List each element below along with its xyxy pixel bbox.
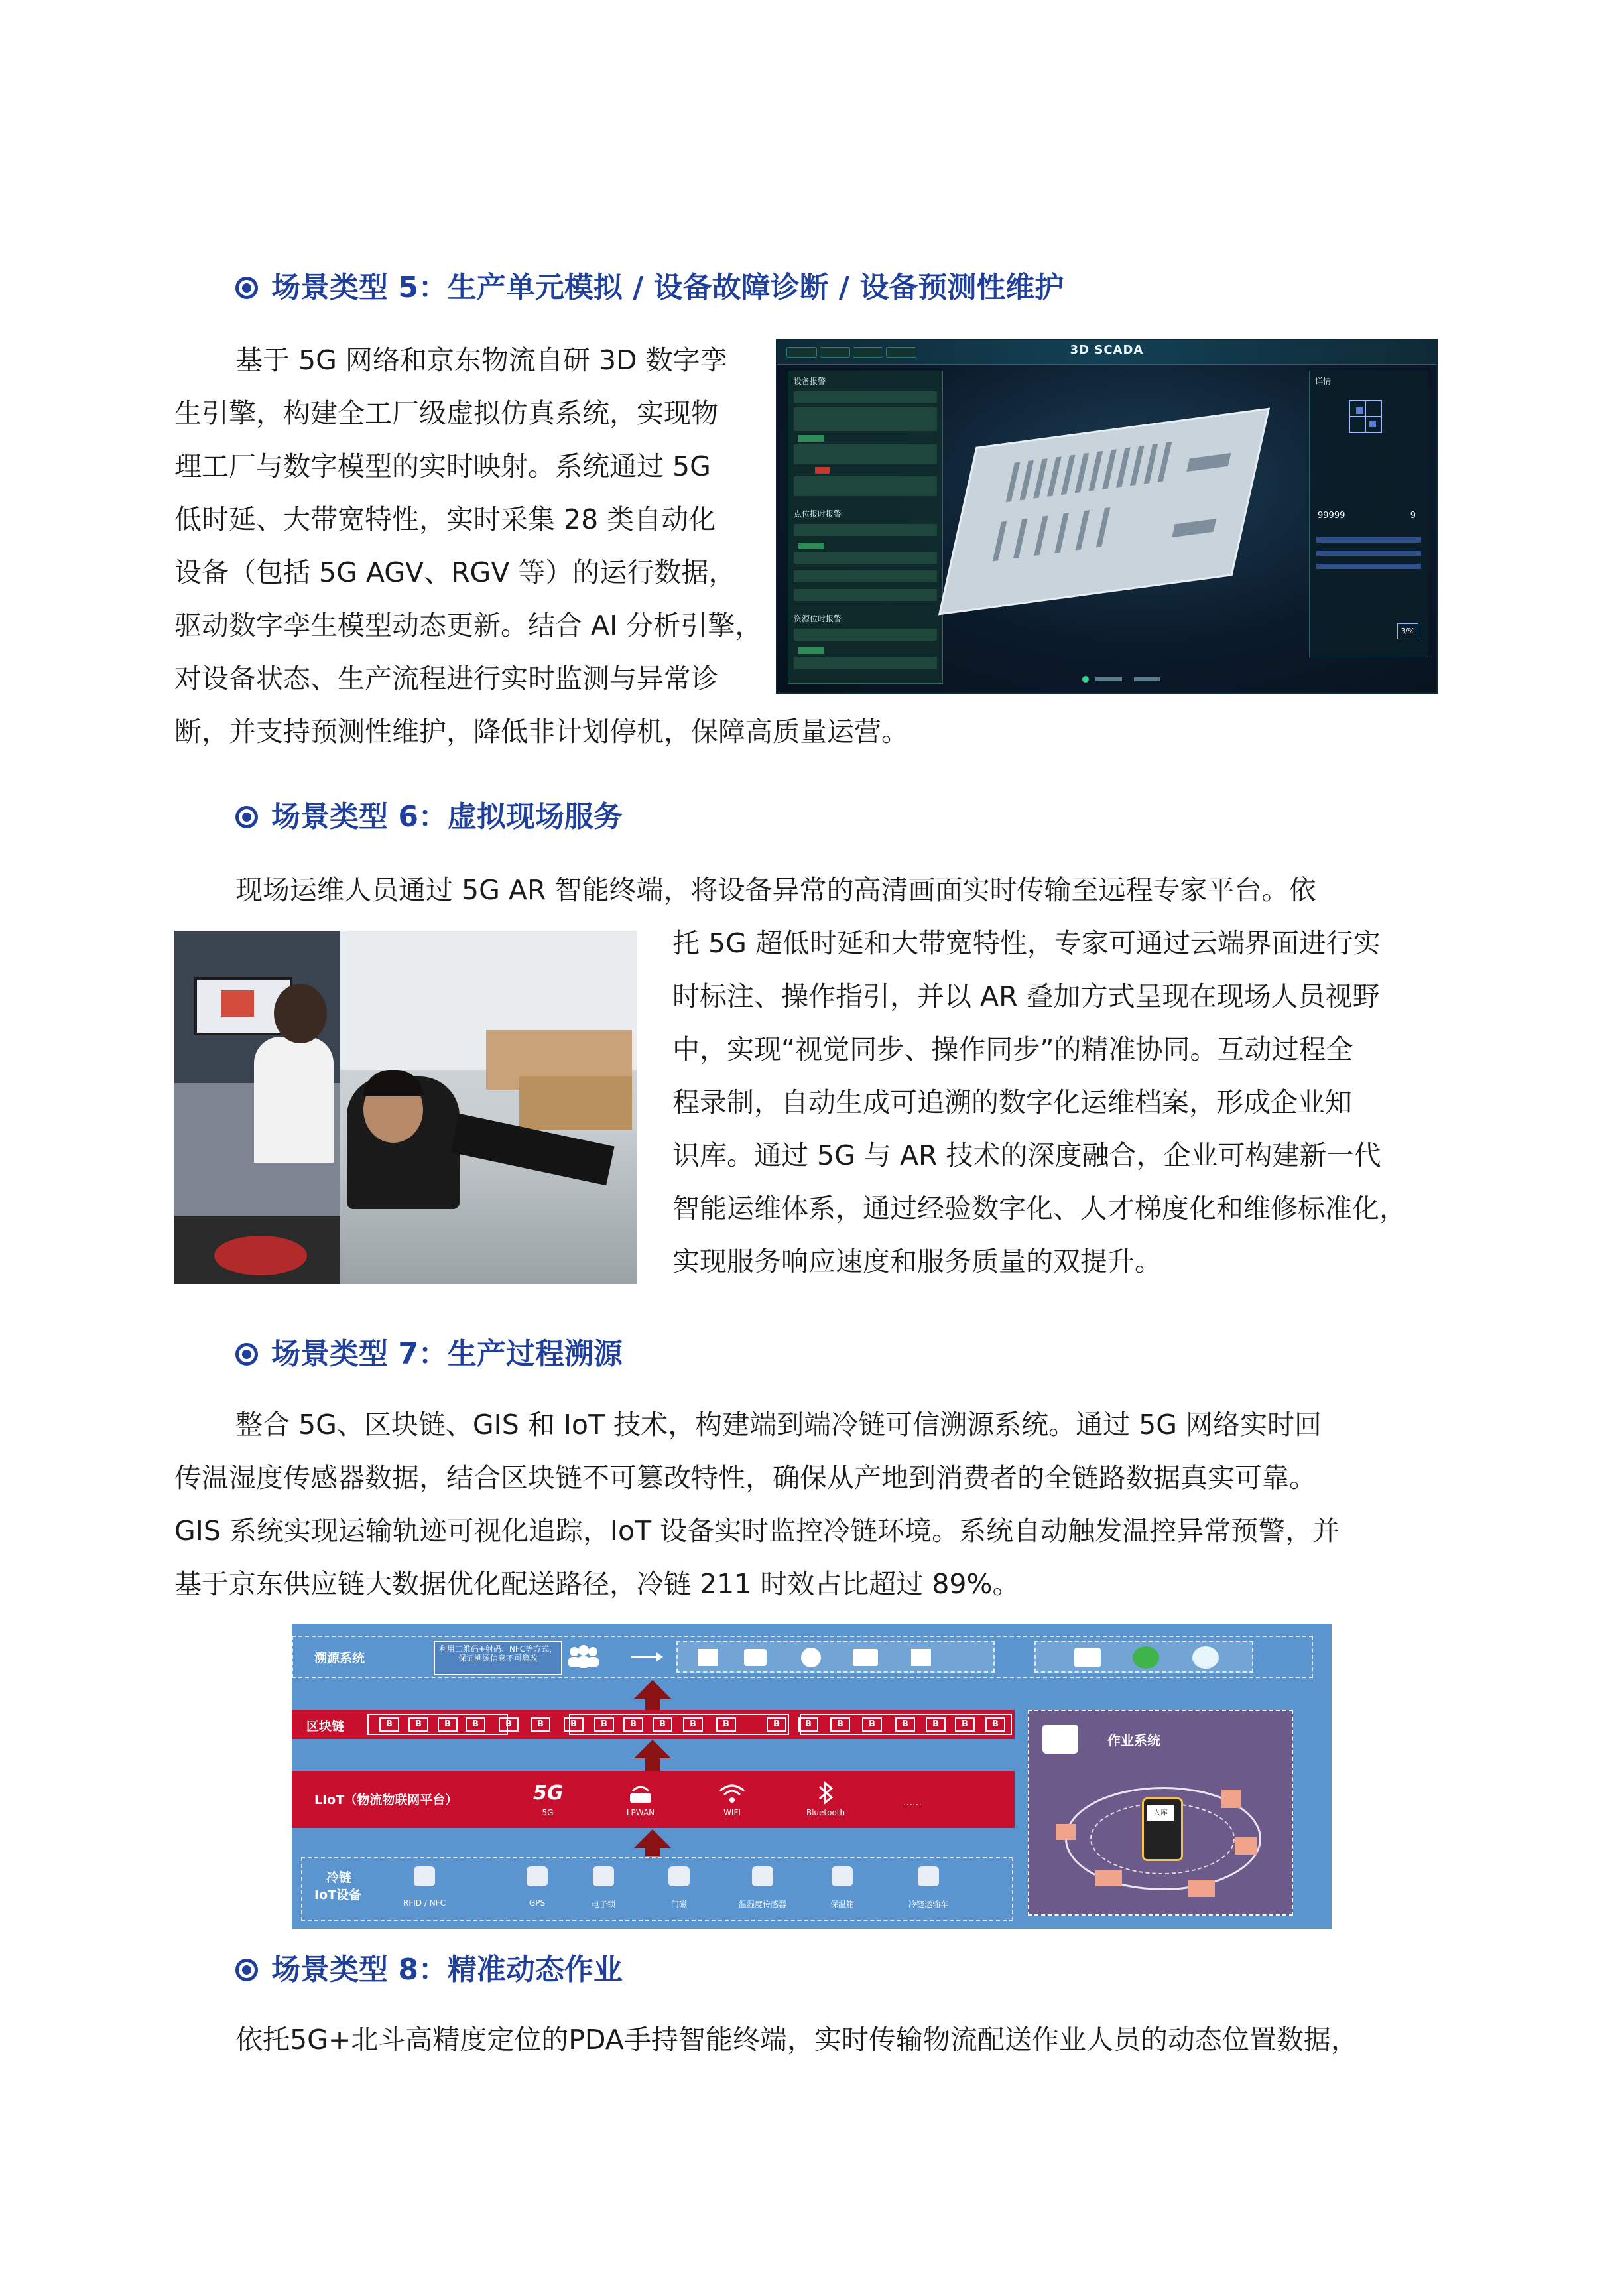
detail-badge: 3/%	[1397, 623, 1418, 639]
arrow-right-icon	[630, 1650, 663, 1663]
section-7-heading	[235, 1335, 623, 1374]
liot-item-5g: 5G	[542, 1808, 554, 1817]
trace-app-box	[1034, 1641, 1253, 1673]
trace-tech-box	[676, 1641, 995, 1673]
detail-bar	[1316, 551, 1421, 556]
panel-label-1: 设备报警	[794, 377, 826, 386]
alarm-row	[794, 552, 937, 564]
wifi-icon	[718, 1782, 747, 1805]
s5-line-5: 设备（包括 5G AGV、RGV 等）的运行数据，	[174, 556, 736, 588]
scada-bottom-controls	[1056, 672, 1175, 686]
trace-note: 利用二维码+射码、NFC等方式，保证溯源信息不可篡改	[438, 1644, 558, 1663]
cold-device-label: RFID / NFC	[403, 1898, 446, 1908]
pda-device-icon	[1142, 1797, 1183, 1861]
blockchain-block: B	[683, 1717, 703, 1732]
status-tag	[815, 467, 830, 474]
status-tag	[798, 647, 824, 654]
section-6-heading-text: 场景类型 6：虚拟现场服务	[271, 800, 623, 834]
s6-line-2: 时标注、操作指引，并以 AR 叠加方式呈现在现场人员视野	[672, 980, 1380, 1012]
s6-line-6: 智能运维体系，通过经验数字化、人才梯度化和维修标准化，	[672, 1193, 1406, 1224]
s5-line-7: 对设备状态、生产流程进行实时监测与异常诊	[174, 663, 718, 694]
blockchain-block: B	[623, 1717, 643, 1732]
section-8-heading	[235, 1950, 623, 1990]
liot-item-bluetooth: Bluetooth	[806, 1808, 845, 1817]
users-icon	[564, 1644, 603, 1670]
blockchain-block: B	[466, 1717, 485, 1732]
target-bullet-icon	[235, 806, 258, 828]
panel-label-3: 资源位时报警	[794, 614, 842, 623]
blockchain-block: B	[985, 1717, 1005, 1732]
detail-bar	[1316, 537, 1421, 543]
target-bullet-icon	[235, 277, 258, 299]
router-icon	[626, 1782, 655, 1805]
cold-device-label: GPS	[529, 1898, 546, 1908]
cold-device-label: 保温箱	[830, 1900, 854, 1909]
s5-line-1: 基于 5G 网络和京东物流自研 3D 数字孪	[235, 344, 727, 376]
blockchain-block: B	[653, 1717, 672, 1732]
arrow-stem	[645, 1698, 660, 1710]
cold-device-label: 门磁	[670, 1900, 687, 1909]
bluetooth-icon	[816, 1780, 836, 1805]
traceability-diagram	[292, 1624, 1332, 1929]
scada-title: 3D SCADA	[1070, 343, 1144, 357]
block-group-outline	[800, 1714, 1012, 1735]
pda-screen-text: 人库	[1147, 1805, 1174, 1821]
blockchain-block: B	[862, 1717, 882, 1732]
cold-row-label-b: IoT设备	[314, 1888, 362, 1902]
s5-line-8: 断，并支持预测性维护，降低非计划停机，保障高质量运营。	[174, 716, 908, 748]
s6-line-3: 中，实现“视觉同步、操作同步”的精准协同。互动过程全	[672, 1033, 1353, 1065]
arrow-stem	[645, 1847, 660, 1856]
s6-line-5: 识库。通过 5G 与 AR 技术的深度融合，企业可构建新一代	[672, 1140, 1381, 1171]
arrow-up-icon	[634, 1829, 671, 1848]
arrow-up-icon	[634, 1740, 671, 1758]
trace-row-label: 溯源系统	[314, 1651, 365, 1665]
blockchain-block: B	[830, 1717, 850, 1732]
blockchain-block: B	[798, 1717, 818, 1732]
status-tag	[798, 435, 824, 442]
alarm-row	[794, 570, 937, 582]
alarm-row	[794, 476, 937, 496]
section-5-heading-text: 场景类型 5：生产单元模拟 / 设备故障诊断 / 设备预测性维护	[271, 271, 1064, 304]
cold-device-icon	[752, 1866, 773, 1886]
blockchain-block: B	[895, 1717, 915, 1732]
cold-device-label: 冷链运输车	[908, 1900, 948, 1909]
cold-device-icon	[414, 1866, 435, 1886]
arrow-up-icon	[634, 1680, 671, 1699]
cold-device-icon	[527, 1866, 548, 1886]
section-5-heading	[235, 268, 1064, 308]
s6-line-4: 程录制，自动生成可追溯的数字化运维档案，形成企业知	[672, 1086, 1352, 1118]
cube-model-icon	[1343, 391, 1389, 438]
factory-3d-model	[938, 408, 1270, 616]
block-group-outline	[367, 1714, 508, 1735]
cold-device-icon	[918, 1866, 939, 1886]
cold-device-icon	[593, 1866, 614, 1886]
detail-value-a: 99999	[1318, 511, 1345, 521]
s5-line-2: 生引擎，构建全工厂级虚拟仿真系统，实现物	[174, 397, 718, 429]
s8-line-1: 依托5G+北斗高精度定位的PDA手持智能终端，实时传输物流配送作业人员的动态位置数据，	[235, 2024, 1358, 2055]
s5-line-4: 低时延、大带宽特性，实时采集 28 类自动化	[174, 503, 716, 535]
blockchain-block: B	[379, 1717, 399, 1732]
section-6-heading	[235, 797, 623, 837]
panel-label-2: 点位报时报警	[794, 509, 842, 519]
alarm-row	[794, 407, 937, 431]
s7-line-4: 基于京东供应链大数据优化配送路径，冷链 211 时效占比超过 89%。	[174, 1568, 1020, 1600]
liot-item-wifi: WIFI	[723, 1808, 741, 1817]
blockchain-block: B	[767, 1717, 786, 1732]
detail-label: 详情	[1315, 377, 1332, 386]
arrow-stem	[645, 1758, 660, 1771]
detail-value-b: 9	[1410, 511, 1416, 521]
s7-line-1: 整合 5G、区块链、GIS 和 IoT 技术，构建端到端冷链可信溯源系统。通过 5G 网络实时回	[235, 1409, 1322, 1441]
cold-device-icon	[832, 1866, 853, 1886]
ops-monitor-icon	[1042, 1725, 1078, 1754]
blockchain-row-label: 区块链	[306, 1719, 345, 1734]
liot-row-label: LIoT（物流物联网平台）	[314, 1793, 458, 1807]
blockchain-block: B	[408, 1717, 428, 1732]
blockchain-block: B	[564, 1717, 584, 1732]
s6-line-7: 实现服务响应速度和服务质量的双提升。	[672, 1246, 1162, 1277]
blockchain-block: B	[955, 1717, 975, 1732]
blockchain-block: B	[926, 1717, 946, 1732]
s5-line-3: 理工厂与数字模型的实时映射。系统通过 5G	[174, 450, 711, 482]
block-group-outline	[569, 1714, 789, 1735]
blockchain-block: B	[716, 1717, 736, 1732]
section-8-heading-text: 场景类型 8：精准动态作业	[271, 1953, 623, 1986]
target-bullet-icon	[235, 1959, 258, 1981]
s7-line-2: 传温湿度传感器数据，结合区块链不可篡改特性，确保从产地到消费者的全链路数据真实可靠。	[174, 1462, 1316, 1494]
alarm-row	[794, 589, 937, 601]
scada-screenshot	[776, 339, 1438, 694]
alarm-row	[794, 629, 937, 641]
s6-line-0: 现场运维人员通过 5G AR 智能终端，将设备异常的高清画面实时传输至远程专家平台。依	[235, 874, 1316, 906]
target-bullet-icon	[235, 1343, 258, 1366]
alarm-row	[794, 524, 937, 536]
trace-note-box	[434, 1641, 562, 1675]
cold-device-label: 电子锁	[591, 1900, 615, 1909]
liot-item-lpwan: LPWAN	[626, 1808, 655, 1817]
s5-line-6: 驱动数字孪生模型动态更新。结合 AI 分析引擎，	[174, 610, 763, 641]
status-tag	[798, 543, 824, 549]
detail-bar	[1316, 564, 1421, 569]
s7-line-3: GIS 系统实现运输轨迹可视化追踪，IoT 设备实时监控冷链环境。系统自动触发温控异常预警，并	[174, 1515, 1340, 1547]
5g-icon: 5G	[533, 1782, 564, 1805]
ops-title: 作业系统	[1107, 1732, 1160, 1748]
ops-system-panel	[1028, 1710, 1293, 1916]
scada-alarm-panel	[788, 371, 943, 684]
blockchain-block: B	[531, 1717, 550, 1732]
cold-chain-row	[301, 1857, 1013, 1921]
cold-row-label-a: 冷链	[326, 1870, 352, 1885]
cold-device-icon	[668, 1866, 690, 1886]
ar-maintenance-photo	[174, 931, 637, 1284]
s6-line-1: 托 5G 超低时延和大带宽特性，专家可通过云端界面进行实	[672, 927, 1381, 959]
blockchain-block: B	[499, 1717, 519, 1732]
cold-device-label: 温湿度传感器	[738, 1900, 786, 1909]
blockchain-block: B	[594, 1717, 614, 1732]
blockchain-block: B	[438, 1717, 458, 1732]
scada-detail-panel	[1309, 371, 1428, 657]
alarm-row	[794, 657, 937, 669]
alarm-row	[794, 391, 937, 403]
alarm-row	[794, 444, 937, 464]
liot-item-more: ……	[903, 1797, 922, 1808]
section-7-heading-text: 场景类型 7：生产过程溯源	[271, 1337, 623, 1371]
